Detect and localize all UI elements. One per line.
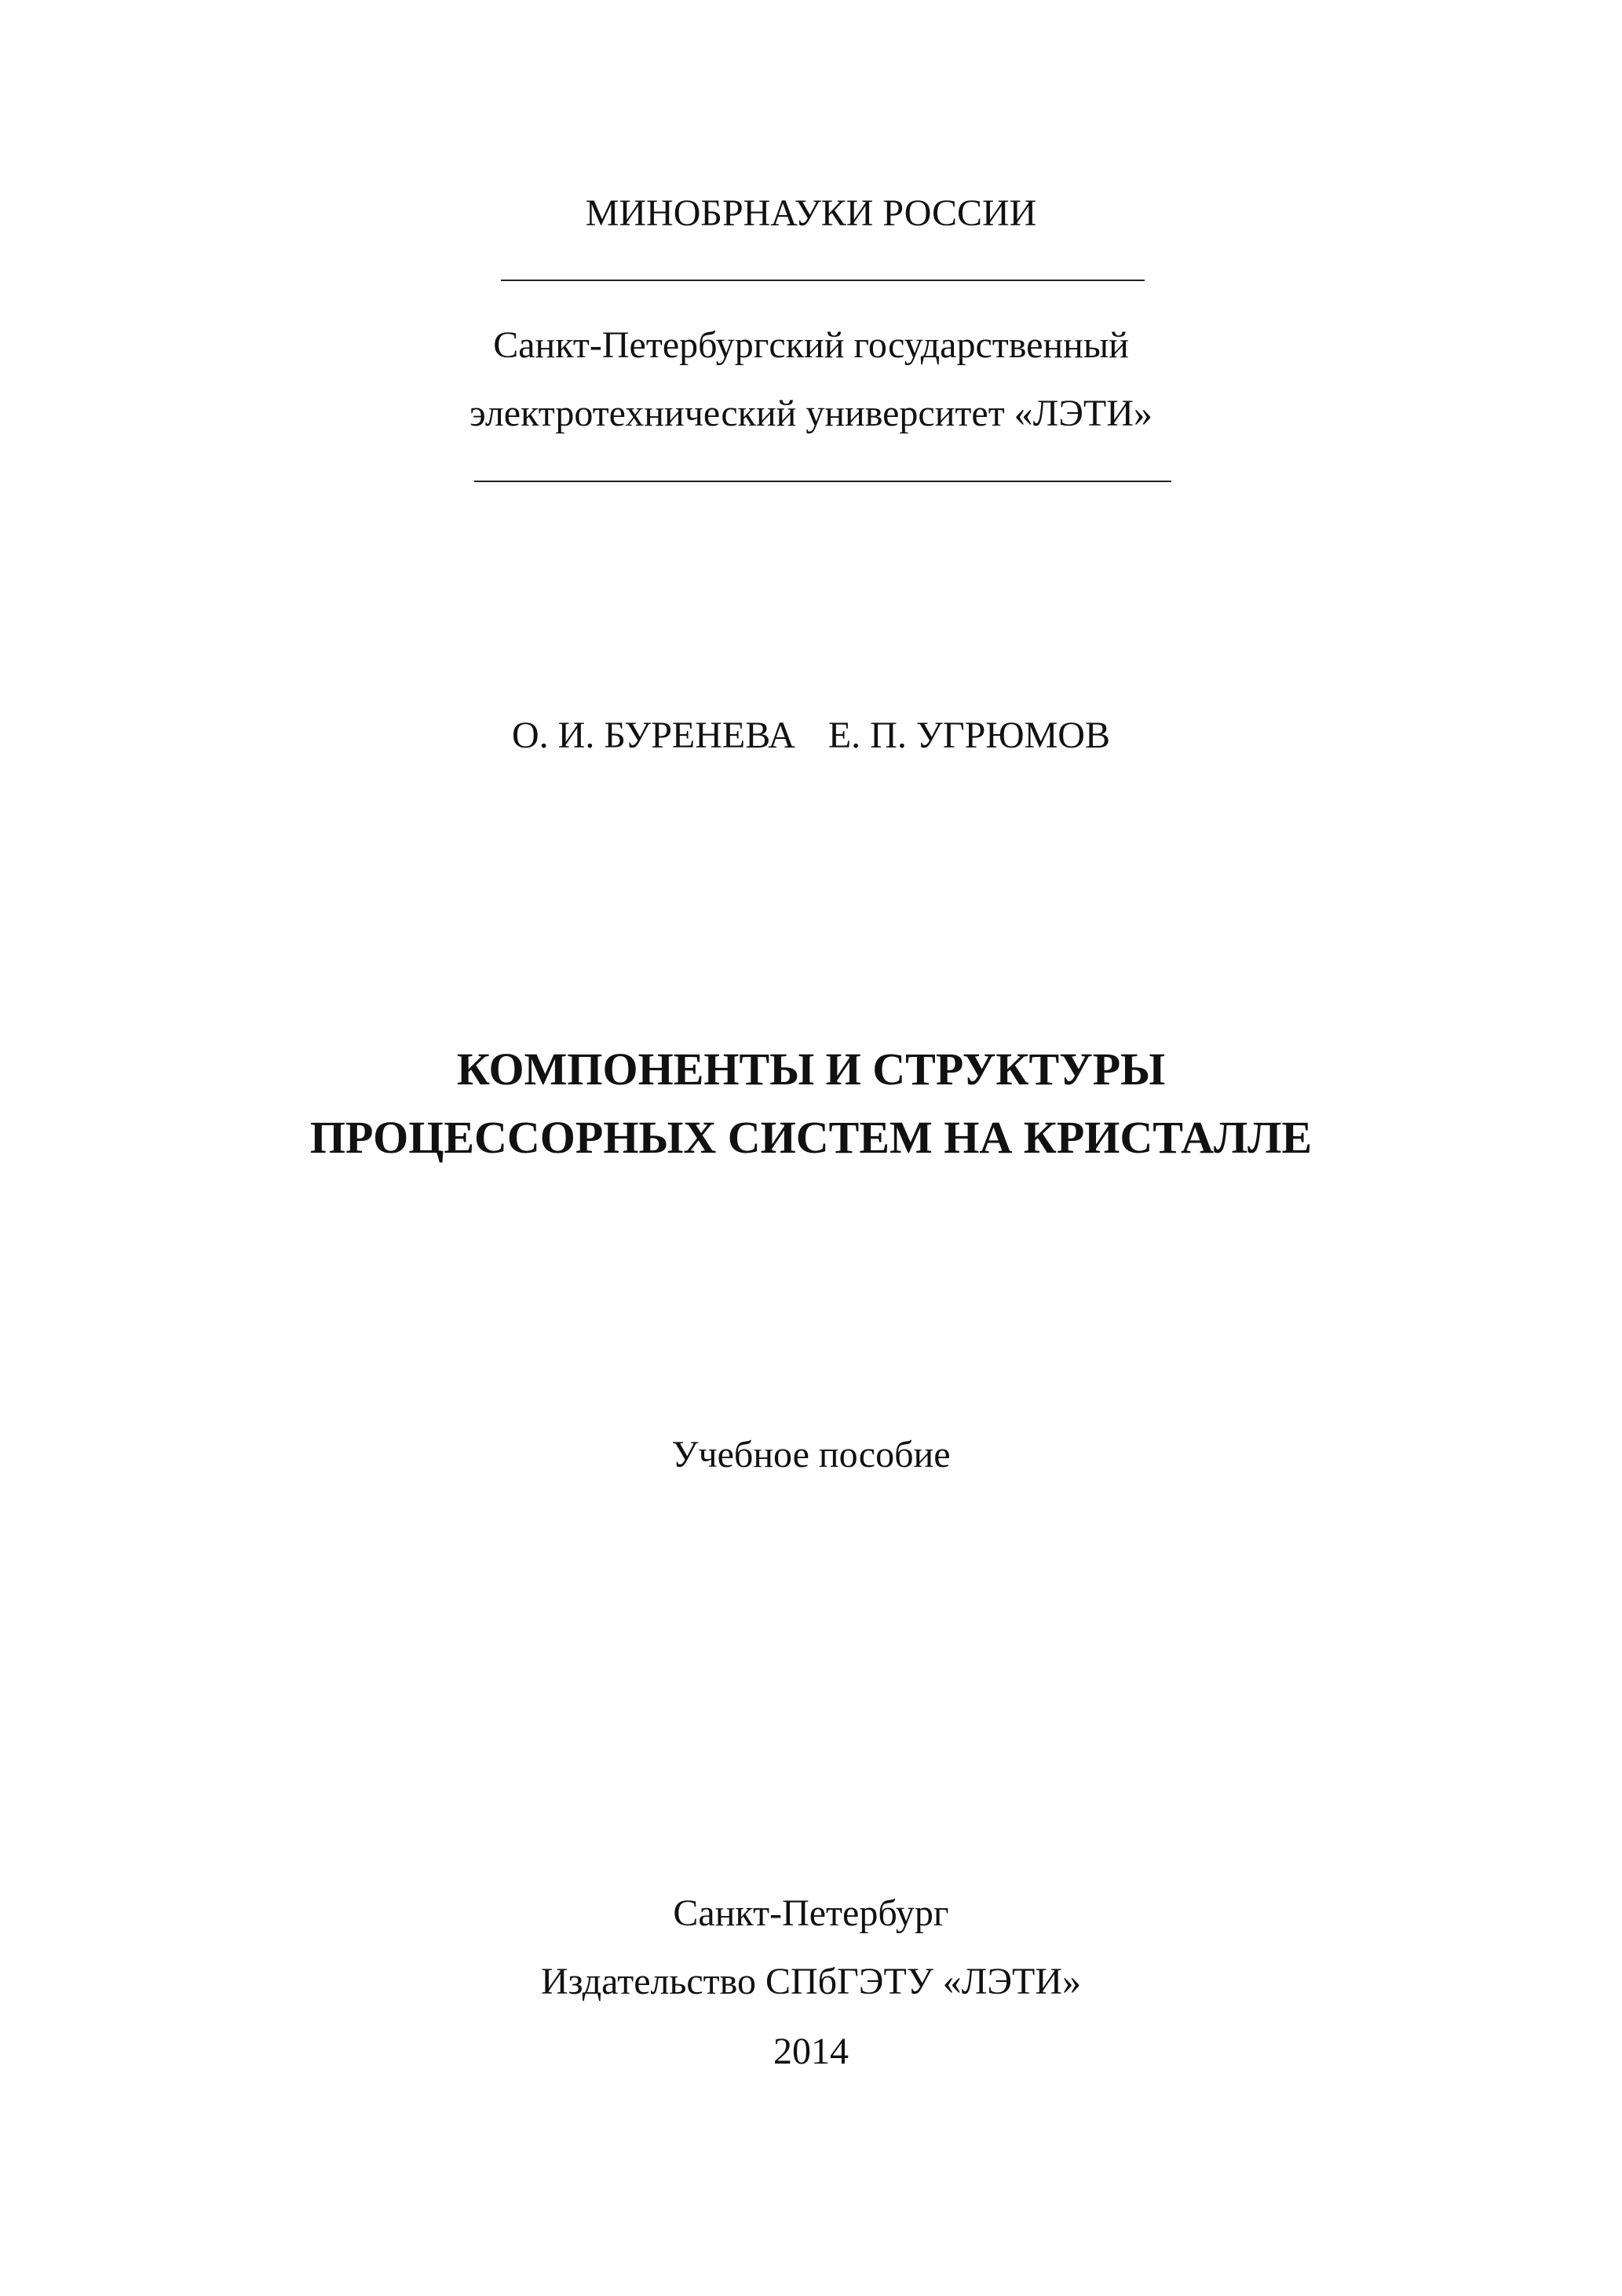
header-divider-top	[501, 280, 1145, 281]
author-bureneva: О. И. БУРЕНЕВА	[512, 715, 795, 756]
header-divider-bottom	[474, 481, 1171, 482]
publisher-name: Издательство СПбГЭТУ «ЛЭТИ»	[540, 1961, 1082, 2002]
publication-year: 2014	[773, 2031, 849, 2072]
publication-city: Санкт-Петербург	[673, 1892, 949, 1934]
document-title-line1: КОМПОНЕНТЫ И СТРУКТУРЫ	[456, 1044, 1166, 1095]
document-title-line2: ПРОЦЕССОРНЫХ СИСТЕМ НА КРИСТАЛЛЕ	[309, 1112, 1313, 1163]
university-name-line1: Санкт-Петербургский государственный	[493, 324, 1129, 366]
authors-line	[0, 712, 1622, 759]
document-type: Учебное пособие	[671, 1434, 951, 1475]
ministry-name: МИНОБРНАУКИ РОССИИ	[585, 192, 1037, 234]
author-ugryumov: Е. П. УГРЮМОВ	[827, 715, 1110, 756]
university-name-line2: электротехнический университет «ЛЭТИ»	[469, 393, 1153, 434]
